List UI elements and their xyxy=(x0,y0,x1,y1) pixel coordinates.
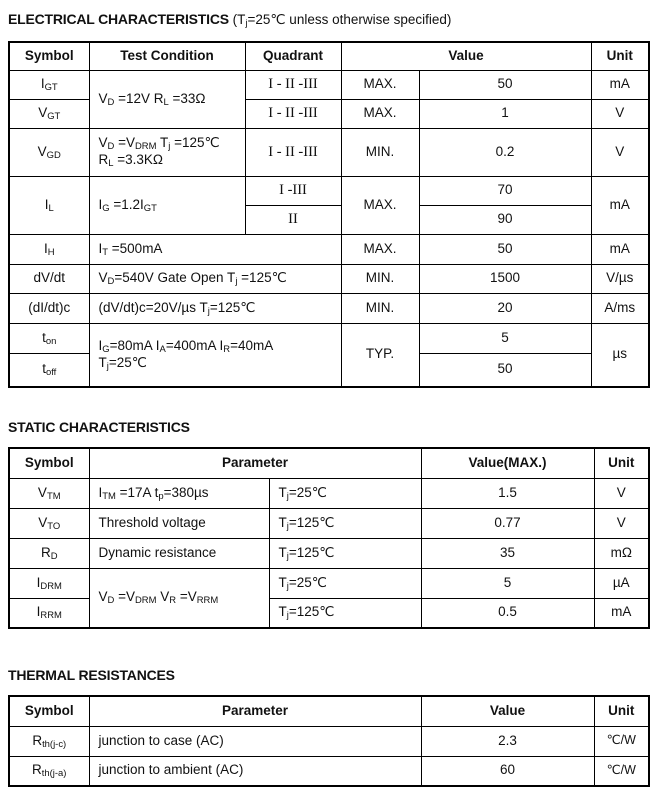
cell-symbol-idrm: IDRM xyxy=(9,568,89,598)
cell-unit-rd: mΩ xyxy=(594,538,649,568)
cell-value-rthjc: 2.3 xyxy=(421,726,594,756)
cell-value-ih: 50 xyxy=(419,234,591,264)
static-heading-text: STATIC CHARACTERISTICS xyxy=(8,419,190,435)
cell-limit-dvdt: MIN. xyxy=(341,264,419,293)
cell-unit-vtm: V xyxy=(594,478,649,508)
cell-symbol-rthjc: Rth(j-c) xyxy=(9,726,89,756)
cell-param-vto: Threshold voltage xyxy=(89,508,269,538)
cell-param-rthjc: junction to case (AC) xyxy=(89,726,421,756)
condition-line-1: IG=80mA IA=400mA IR=40mA xyxy=(98,337,274,355)
condition-line-2: Tj=25℃ xyxy=(98,354,147,372)
cell-value-vtm: 1.5 xyxy=(421,478,594,508)
table-row xyxy=(9,478,649,508)
table-row xyxy=(9,293,649,323)
col-header-value: Value(MAX.) xyxy=(421,448,594,478)
cell-value-toff: 50 xyxy=(419,353,591,387)
cell-param-idrm-irrm: VD =VDRM VR =VRRM xyxy=(89,568,269,628)
table-row xyxy=(9,128,649,176)
cell-cond-rd: Tj=125℃ xyxy=(269,538,421,568)
col-header-symbol: Symbol xyxy=(9,696,89,726)
col-header-value: Value xyxy=(341,42,591,70)
cell-limit-igt: MAX. xyxy=(341,70,419,99)
table-row xyxy=(9,70,649,99)
cell-param-rd: Dynamic resistance xyxy=(89,538,269,568)
table-header-row xyxy=(9,42,649,70)
cell-cond-idrm: Tj=25℃ xyxy=(269,568,421,598)
cell-condition-vgd xyxy=(89,128,245,176)
cell-limit-didtc: MIN. xyxy=(341,293,419,323)
cell-value-il-a: 70 xyxy=(419,176,591,205)
cell-value-dvdt: 1500 xyxy=(419,264,591,293)
col-header-unit: Unit xyxy=(594,448,649,478)
table-row xyxy=(9,756,649,786)
condition-line-1: VD =VDRM Tj =125℃ xyxy=(98,135,220,153)
cell-unit-irrm: mA xyxy=(594,598,649,628)
cell-condition-ton-toff xyxy=(89,323,341,387)
cell-value-vgt: 1 xyxy=(419,99,591,128)
table-header-row xyxy=(9,696,649,726)
cell-quadrant-igt: I - II -III xyxy=(245,70,341,99)
table-row xyxy=(9,568,649,598)
cell-condition-il: IG =1.2IGT xyxy=(89,176,245,234)
cell-value-irrm: 0.5 xyxy=(421,598,594,628)
cell-limit-ih: MAX. xyxy=(341,234,419,264)
cell-unit-igt: mA xyxy=(591,70,649,99)
cell-unit-vgt: V xyxy=(591,99,649,128)
cell-cond-vtm: Tj=25℃ xyxy=(269,478,421,508)
table-row xyxy=(9,234,649,264)
col-header-test-condition: Test Condition xyxy=(89,42,245,70)
cell-limit-vgd: MIN. xyxy=(341,128,419,176)
cell-cond-vto: Tj=125℃ xyxy=(269,508,421,538)
cell-quadrant-vgd: I - II -III xyxy=(245,128,341,176)
static-characteristics-table xyxy=(8,447,650,629)
cell-quadrant-vgt: I - II -III xyxy=(245,99,341,128)
cell-condition-ih: IT =500mA xyxy=(89,234,341,264)
col-header-unit: Unit xyxy=(594,696,649,726)
cell-symbol-toff: toff xyxy=(9,353,89,387)
cell-symbol-vgt: VGT xyxy=(9,99,89,128)
cell-condition-dvdt: VD=540V Gate Open Tj =125℃ xyxy=(89,264,341,293)
cell-unit-ih: mA xyxy=(591,234,649,264)
cell-value-ton: 5 xyxy=(419,323,591,353)
cell-value-igt: 50 xyxy=(419,70,591,99)
cell-symbol-irrm: IRRM xyxy=(9,598,89,628)
cell-unit-vto: V xyxy=(594,508,649,538)
table-row xyxy=(9,726,649,756)
electrical-heading-text: ELECTRICAL CHARACTERISTICS xyxy=(8,11,229,27)
col-header-parameter: Parameter xyxy=(89,448,421,478)
cell-quadrant-il-a: I -III xyxy=(245,176,341,205)
cell-value-rthja: 60 xyxy=(421,756,594,786)
cell-value-il-b: 90 xyxy=(419,205,591,234)
cell-limit-ton-toff: TYP. xyxy=(341,323,419,387)
cell-symbol-ton: ton xyxy=(9,323,89,353)
cell-symbol-il: IL xyxy=(9,176,89,234)
static-section-heading xyxy=(8,418,648,436)
thermal-section-heading xyxy=(8,666,648,684)
cell-value-didtc: 20 xyxy=(419,293,591,323)
cell-value-idrm: 5 xyxy=(421,568,594,598)
table-row xyxy=(9,176,649,205)
cell-cond-irrm: Tj=125℃ xyxy=(269,598,421,628)
col-header-quadrant: Quadrant xyxy=(245,42,341,70)
electrical-heading-note: (Tj=25℃ unless otherwise specified) xyxy=(228,12,452,30)
cell-unit-il: mA xyxy=(591,176,649,234)
cell-unit-idrm: µA xyxy=(594,568,649,598)
cell-symbol-rd: RD xyxy=(9,538,89,568)
cell-quadrant-il-b: II xyxy=(245,205,341,234)
cell-symbol-dvdt: dV/dt xyxy=(9,264,89,293)
cell-limit-il: MAX. xyxy=(341,176,419,234)
cell-value-vto: 0.77 xyxy=(421,508,594,538)
cell-unit-didtc: A/ms xyxy=(591,293,649,323)
thermal-resistances-table xyxy=(8,695,650,787)
cell-symbol-didtc: (dI/dt)c xyxy=(9,293,89,323)
table-row xyxy=(9,538,649,568)
cell-symbol-vtm: VTM xyxy=(9,478,89,508)
cell-symbol-ih: IH xyxy=(9,234,89,264)
col-header-value: Value xyxy=(421,696,594,726)
cell-condition-igt-vgt: VD =12V RL =33Ω xyxy=(89,70,245,128)
col-header-symbol: Symbol xyxy=(9,42,89,70)
cell-limit-vgt: MAX. xyxy=(341,99,419,128)
condition-line-2: RL =3.3KΩ xyxy=(98,152,163,170)
cell-param-vtm: ITM =17A tp=380µs xyxy=(89,478,269,508)
thermal-heading-text: THERMAL RESISTANCES xyxy=(8,667,175,683)
cell-value-vgd: 0.2 xyxy=(419,128,591,176)
col-header-parameter: Parameter xyxy=(89,696,421,726)
cell-symbol-vto: VTO xyxy=(9,508,89,538)
col-header-unit: Unit xyxy=(591,42,649,70)
cell-unit-vgd: V xyxy=(591,128,649,176)
electrical-characteristics-table xyxy=(8,41,650,388)
cell-unit-ton-toff: µs xyxy=(591,323,649,387)
table-row xyxy=(9,508,649,538)
electrical-section-heading xyxy=(8,10,648,31)
cell-param-rthja: junction to ambient (AC) xyxy=(89,756,421,786)
cell-unit-dvdt: V/µs xyxy=(591,264,649,293)
table-row xyxy=(9,323,649,353)
cell-condition-didtc: (dV/dt)c=20V/µs Tj=125℃ xyxy=(89,293,341,323)
col-header-symbol: Symbol xyxy=(9,448,89,478)
cell-symbol-igt: IGT xyxy=(9,70,89,99)
table-row xyxy=(9,264,649,293)
cell-symbol-rthja: Rth(j-a) xyxy=(9,756,89,786)
table-header-row xyxy=(9,448,649,478)
cell-value-rd: 35 xyxy=(421,538,594,568)
cell-unit-rthjc: ℃/W xyxy=(594,726,649,756)
cell-symbol-vgd: VGD xyxy=(9,128,89,176)
cell-unit-rthja: ℃/W xyxy=(594,756,649,786)
